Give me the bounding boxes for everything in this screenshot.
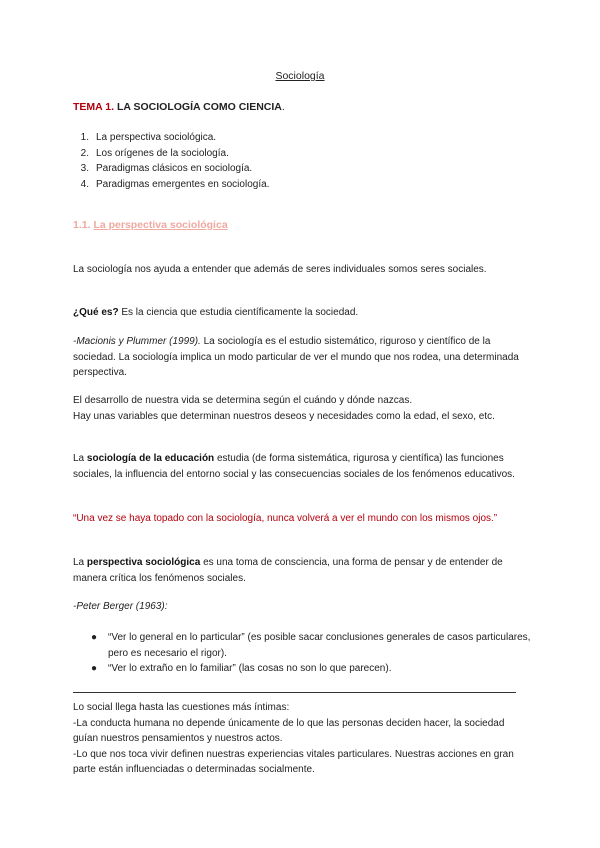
chapter-title: LA SOCIOLOGÍA COMO CIENCIA [116, 101, 282, 113]
paragraph-closing [73, 700, 523, 778]
section-number: 1.1. [73, 219, 91, 231]
chapter-title-end: . [281, 101, 285, 113]
bullet-icon: ● [91, 663, 98, 674]
paragraph-sociology-of-education [73, 451, 523, 482]
toc-item [73, 130, 269, 146]
paragraph-development [73, 393, 523, 424]
toc-item [73, 161, 269, 177]
section-heading [73, 219, 228, 231]
text-fragment: La [73, 557, 87, 568]
sociology-of-education-text: estudia (de forma sistemática, rigurosa y científica) las funciones sociales, la influencia del entorno social y las consecuencias sociales de los fenómenos educativos. [73, 453, 515, 480]
berger-bullet-list [91, 630, 531, 677]
chapter-heading: TEMA 1. LA SOCIOLOGÍA COMO CIENCIA. [73, 101, 285, 113]
list-item [91, 630, 531, 661]
paragraph-definition [73, 305, 523, 321]
document-title: Sociología [275, 70, 325, 82]
toc-text: La perspectiva sociológica. [96, 132, 217, 143]
citation-macionis: -Macionis y Plummer (1999). [73, 336, 201, 347]
bullet-icon: ● [91, 632, 98, 643]
toc-item [73, 177, 269, 193]
closing-line-3: -Lo que nos toca vivir definen nuestras experiencias vitales particulares. Nuestras acciones en gran parte están influenciadas o determinadas socialmente. [73, 748, 514, 775]
paragraph-intro: La sociología nos ayuda a entender que además de seres individuales somos seres sociales. [73, 264, 487, 275]
paragraph-macionis [73, 334, 523, 381]
toc-item [73, 146, 269, 162]
toc-number: 1. [80, 132, 89, 143]
bullet-text: “Ver lo general en lo particular” (es posible sacar conclusiones generales de casos particulares, pero es necesario el rigor). [108, 632, 531, 659]
development-line-1: El desarrollo de nuestra vida se determina según el cuándo y dónde nazcas. [73, 395, 413, 406]
toc-number: 3. [80, 163, 89, 174]
sociological-perspective-term: perspectiva sociológica [86, 557, 201, 568]
toc-number: 4. [80, 178, 89, 190]
table-of-contents [73, 130, 269, 192]
definition-question: ¿Qué es? [73, 307, 119, 318]
toc-text: Los orígenes de la sociología. [96, 147, 229, 159]
citation-berger-text: -Peter Berger (1963): [73, 601, 168, 612]
quote: “Una vez se haya topado con la sociología, nunca volverá a ver el mundo con los mismos ojos.” [73, 513, 498, 524]
sociological-perspective-text: es una toma de consciencia, una forma de pensar y de entender de manera crítica los fenómenos sociales. [73, 557, 503, 584]
sociology-of-education-term: sociología de la educación [86, 453, 215, 464]
text-fragment: La [73, 453, 87, 464]
definition-text: Es la ciencia que estudia científicamente la sociedad. [118, 307, 359, 318]
development-line-2: Hay unas variables que determinan nuestros deseos y necesidades como la edad, el sexo, etc. [73, 410, 495, 422]
macionis-text: La sociología es el estudio sistemático, riguroso y científico de la sociedad. La sociología implica un modo particular de ver el mundo que nos rodea, una determinada perspectiva. [73, 336, 519, 378]
closing-line-2: -La conducta humana no depende únicamente de lo que las personas deciden hacer, la sociedad guían nuestros pensamientos y nuestros actos. [73, 717, 505, 744]
chapter-label: TEMA 1 [73, 101, 112, 113]
citation-berger [73, 599, 523, 615]
bullet-text: “Ver lo extraño en lo familiar” (las cosas no son lo que parecen). [108, 663, 392, 674]
toc-text: Paradigmas clásicos en sociología. [96, 163, 253, 174]
horizontal-divider [73, 692, 516, 693]
list-item [91, 661, 531, 677]
closing-line-1: Lo social llega hasta las cuestiones más íntimas: [73, 702, 290, 713]
toc-number: 2. [80, 147, 89, 159]
toc-text: Paradigmas emergentes en sociología. [96, 178, 270, 190]
section-title-link[interactable]: La perspectiva sociológica [93, 219, 228, 231]
paragraph-sociological-perspective [73, 555, 523, 586]
